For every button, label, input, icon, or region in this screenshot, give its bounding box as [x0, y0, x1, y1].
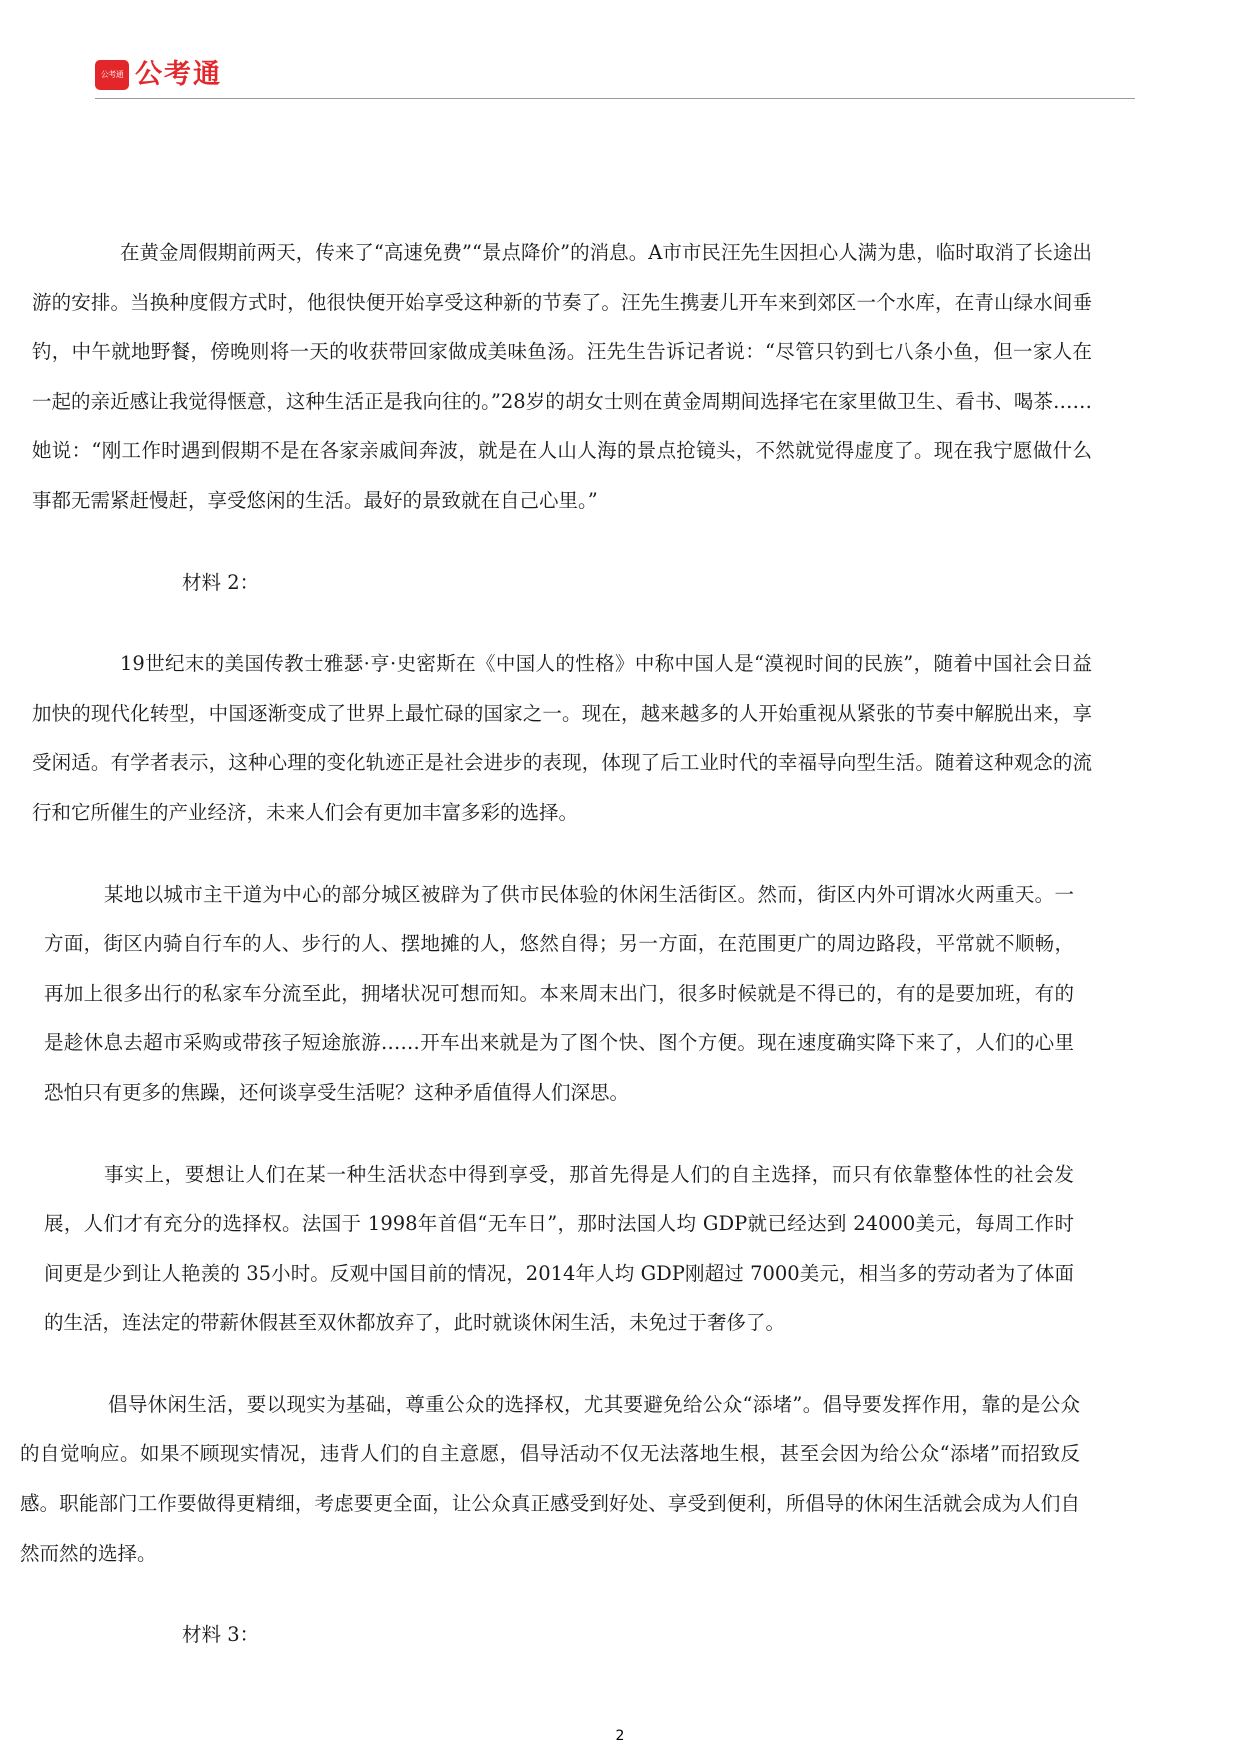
- document-body: [0, 228, 1240, 1660]
- paragraph-material-2: 19世纪末的美国传教士雅瑟·亨·史密斯在《中国人的性格》中称中国人是“漠视时间的民族”，随着中国社会日益加快的现代化转型，中国逐渐变成了世界上最忙碌的国家之一。现在，越来越多的人开始重视从紧张的节奏中解脱出来，享受闲适。有学者表示，这种心理的变化轨迹正是社会进步的表现，体现了后工业时代的幸福导向型生活。随着这种观念的流行和它所催生的产业经济，未来人们会有更加丰富多彩的选择。: [32, 652, 1092, 824]
- logo-badge-icon: 公考通: [95, 60, 129, 90]
- paragraph-leisure-district: 某地以城市主干道为中心的部分城区被辟为了供市民体验的休闲生活街区。然而，街区内外可谓冰火两重天。一方面，街区内骑自行车的人、步行的人、摆地摊的人，悠然自得；另一方面，在范围更广的周边路段，平常就不顺畅，再加上很多出行的私家车分流至此，拥堵状况可想而知。本来周末出门，很多时候就是不得已的，有的是要加班，有的是趁休息去超市采购或带孩子短途旅游……开车出来就是为了图个快、图个方便。现在速度确实降下来了，人们的心里恐怕只有更多的焦躁，还何谈享受生活呢？这种矛盾值得人们深思。: [44, 882, 1074, 1104]
- logo-text: 公考通: [135, 59, 222, 90]
- page-number: 2: [615, 1728, 625, 1744]
- material-2-label: 材料 2：: [182, 570, 260, 594]
- paragraph-choice-right: 事实上，要想让人们在某一种生活状态中得到享受，那首先得是人们的自主选择，而只有依靠整体性的社会发展，人们才有充分的选择权。法国于 1998年首倡“无车日”，那时法国人均 GDP就已经达到 24000美元，每周工作时间更是少到让人艳羡的 35小时。反观中国目前的情况，2014年人均 GDP刚超过 7000美元，相当多的劳动者为了体面的生活，连法定的带薪休假甚至双休都放弃了，此时就谈休闲生活，未免过于奢侈了。: [44, 1162, 1074, 1335]
- paragraph-material-1: 在黄金周假期前两天，传来了“高速免费”“景点降价”的消息。A市市民汪先生因担心人满为患，临时取消了长途出游的安排。当换种度假方式时，他很快便开始享受这种新的节奏了。汪先生携妻儿开车来到郊区一个水库，在青山绿水间垂钓，中午就地野餐，傍晚则将一天的收获带回家做成美味鱼汤。汪先生告诉记者说：“尽管只钓到七八条小鱼，但一家人在一起的亲近感让我觉得惬意，这种生活正是我向往的。”28岁的胡女士则在黄金周期间选择宅在家里做卫生、看书、喝茶……她说：“刚工作时遇到假期不是在各家亲戚间奔波，就是在人山人海的景点抢镜头，不然就觉得虚度了。现在我宁愿做什么事都无需紧赶慢赶，享受悠闲的生活。最好的景致就在自己心里。”: [32, 241, 1092, 512]
- paragraph-advocacy: 倡导休闲生活，要以现实为基础，尊重公众的选择权，尤其要避免给公众“添堵”。倡导要发挥作用，靠的是公众的自觉响应。如果不顾现实情况，违背人们的自主意愿，倡导活动不仅无法落地生根，甚至会因为给公众“添堵”而招致反感。职能部门工作要做得更精细，考虑要更全面，让公众真正感受到好处、享受到便利，所倡导的休闲生活就会成为人们自然而然的选择。: [20, 1392, 1080, 1565]
- page-header: [95, 58, 1135, 99]
- material-3-label: 材料 3：: [182, 1623, 260, 1647]
